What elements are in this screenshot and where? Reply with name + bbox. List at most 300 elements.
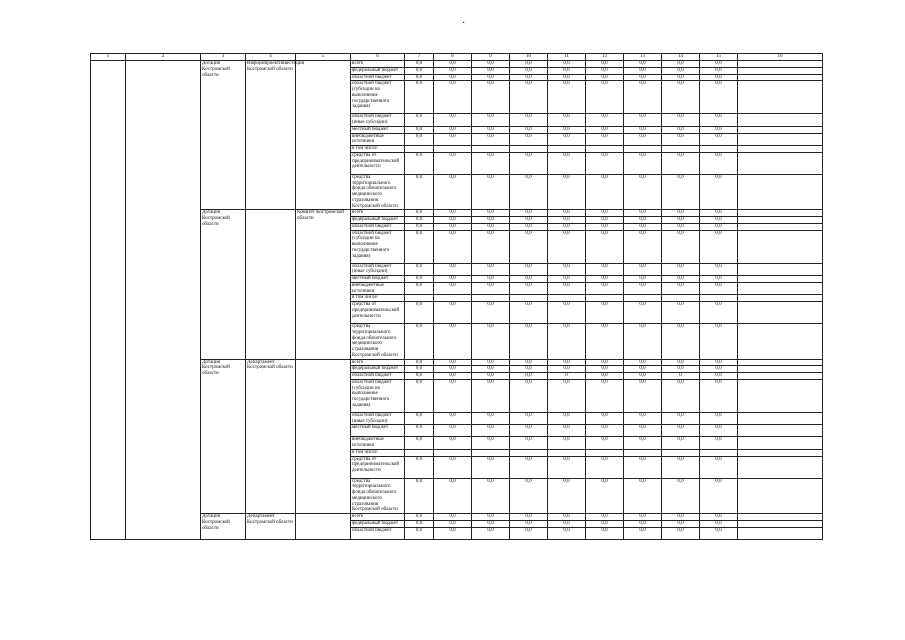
value-cell: 0,0 [548,456,586,478]
header-cell: 1 [91,54,126,61]
value-cell: 0,0 [586,263,624,276]
value-cell: 0,0 [548,324,586,360]
value-cell: 0,0 [434,152,472,174]
funding-source-label: средства от предпринимательской деятельности [351,302,405,324]
value-cell: 0,0 [472,425,510,437]
value-cell: 0,0 [405,527,434,539]
value-cell: 0,0 [700,217,738,224]
value-cell: 0,0 [586,276,624,283]
value-cell: 0,0 [624,210,662,217]
value-cell: 0,0 [434,373,472,380]
value-cell: 0,0 [510,359,548,366]
value-cell: 0,0 [624,174,662,210]
header-cell: 16 [738,54,823,61]
value-cell: 0,0 [700,478,738,514]
col16-cell [738,114,823,127]
value-cell: 0,0 [405,210,434,217]
value-cell: 0,0 [510,126,548,133]
value-cell: 0,0 [548,114,586,127]
value-cell: 0,0 [472,217,510,224]
col16-cell [738,67,823,74]
value-cell: 0,0 [586,478,624,514]
value-cell: 0,0 [472,263,510,276]
value-cell: 0,0 [434,359,472,366]
group-col4 [246,210,296,359]
col16-cell [738,527,823,539]
value-cell: 0,0 [586,230,624,263]
value-cell: 0,0 [405,263,434,276]
value-cell: 0,0 [586,217,624,224]
value-cell: 0 [548,373,586,380]
value-cell: 0,0 [662,302,700,324]
value-cell: 0,0 [624,373,662,380]
value-cell: 0,0 [405,412,434,425]
value-cell: 0,0 [472,114,510,127]
value-cell: 0,0 [548,359,586,366]
value-cell: 0,0 [624,527,662,539]
value-cell: 0,0 [586,114,624,127]
value-cell: 0,0 [405,425,434,437]
value-cell: 0,0 [405,359,434,366]
value-cell: 0,0 [662,527,700,539]
value-cell: 0,0 [700,61,738,68]
value-cell: 0,0 [434,81,472,114]
value-cell: 0,0 [472,520,510,527]
value-cell: 0,0 [548,133,586,146]
value-cell: 0,0 [472,74,510,81]
header-cell: 8 [434,54,472,61]
col16-cell [738,425,823,437]
value-cell: 0,0 [662,217,700,224]
value-cell: 0,0 [510,412,548,425]
value-cell: 0,0 [624,263,662,276]
funding-source-label: всего [351,359,405,366]
value-cell: 0,0 [405,174,434,210]
funding-source-label: областной бюджет (субсидии на выполнение государственного задания) [351,230,405,263]
value-cell: 0,0 [472,302,510,324]
funding-source-label: в том числе: [351,449,405,456]
value-cell: 0,0 [662,359,700,366]
value-cell [700,449,738,456]
header-cell: 2 [126,54,201,61]
value-cell [548,449,586,456]
group-col4: Департамент Костромской области [246,514,296,540]
value-cell: 0,0 [472,456,510,478]
value-cell: 0,0 [548,263,586,276]
funding-source-label: областной бюджет (иные субсидии) [351,263,405,276]
col16-cell [738,456,823,478]
value-cell: 0,0 [434,514,472,521]
value-cell: 0,0 [624,456,662,478]
value-cell: 0,0 [405,437,434,450]
value-cell: 0,0 [548,478,586,514]
value-cell: 0,0 [405,478,434,514]
value-cell: 0,0 [472,223,510,230]
value-cell: 0,0 [662,366,700,373]
value-cell: 0,0 [700,133,738,146]
value-cell [662,295,700,302]
value-cell: 0,0 [510,152,548,174]
value-cell [624,146,662,153]
value-cell: 0,0 [624,437,662,450]
value-cell: 0,0 [472,152,510,174]
value-cell: 0,0 [624,302,662,324]
value-cell: 0,0 [662,210,700,217]
value-cell: 0,0 [510,263,548,276]
value-cell: 0,0 [548,527,586,539]
value-cell: 0,0 [662,324,700,360]
value-cell: 0,0 [548,366,586,373]
value-cell: 0,0 [662,114,700,127]
value-cell: 0,0 [472,324,510,360]
value-cell: 0,0 [662,263,700,276]
value-cell: 0,0 [510,230,548,263]
funding-source-label: внебюджетные источники [351,437,405,450]
header-cell: 6 [351,54,405,61]
value-cell: 0,0 [548,61,586,68]
value-cell [510,295,548,302]
table-row [91,210,823,217]
value-cell: 0,0 [510,478,548,514]
col16-cell [738,359,823,366]
value-cell: 0,0 [700,114,738,127]
col16-cell [738,276,823,283]
value-cell: 0,0 [472,514,510,521]
funding-source-label: всего [351,61,405,68]
funding-source-label: средства территориального фонда обязательного медицинского страхования Костромской области [351,174,405,210]
value-cell: 0,0 [586,81,624,114]
value-cell [472,295,510,302]
value-cell: 0,0 [472,67,510,74]
funding-source-label: областной бюджет [351,74,405,81]
group-col3: Дотация Костромской области [201,359,246,514]
value-cell: 0,0 [700,223,738,230]
value-cell: 0,0 [662,74,700,81]
value-cell: 0,0 [662,282,700,295]
value-cell: 0,0 [700,527,738,539]
col16-cell [738,61,823,68]
col16-cell [738,302,823,324]
col16-cell [738,230,823,263]
funding-source-label: всего [351,210,405,217]
value-cell: 0,0 [700,230,738,263]
value-cell: 0,0 [548,67,586,74]
value-cell: 0,0 [586,456,624,478]
header-cell: 14 [662,54,700,61]
value-cell: 0,0 [624,324,662,360]
value-cell: 0,0 [700,302,738,324]
value-cell: 0,0 [548,520,586,527]
value-cell: 0,0 [434,324,472,360]
value-cell: 0,0 [586,359,624,366]
col16-cell [738,324,823,360]
value-cell: 0,0 [510,133,548,146]
value-cell: 0,0 [434,302,472,324]
value-cell: 0,0 [586,152,624,174]
col16-cell [738,520,823,527]
value-cell: 0,0 [700,74,738,81]
value-cell: 0,0 [434,478,472,514]
col16-cell [738,295,823,302]
funding-source-label: местный бюджет [351,276,405,283]
value-cell: 0,0 [586,210,624,217]
value-cell: 0,0 [510,282,548,295]
value-cell: 0,0 [472,373,510,380]
value-cell: 0,0 [548,81,586,114]
value-cell: 0,0 [510,174,548,210]
col16-cell [738,210,823,217]
header-cell: 3 [201,54,246,61]
value-cell: 0,0 [548,217,586,224]
group-col4: Информпроектинвестиции Костромской области [246,61,296,210]
value-cell: 0,0 [662,81,700,114]
value-cell [472,449,510,456]
value-cell: 0,0 [624,230,662,263]
value-cell: 0,0 [434,210,472,217]
col16-cell [738,217,823,224]
header-cell: 11 [548,54,586,61]
value-cell: 0,0 [434,217,472,224]
value-cell: 0,0 [586,425,624,437]
value-cell: 0,0 [624,276,662,283]
value-cell: 0,0 [586,366,624,373]
value-cell: 0,0 [548,74,586,81]
funding-source-label: областной бюджет [351,527,405,539]
funding-source-label: внебюджетные источники [351,282,405,295]
value-cell [700,295,738,302]
value-cell: 0,0 [434,114,472,127]
value-cell: 0,0 [624,81,662,114]
value-cell: 0,0 [405,456,434,478]
value-cell [510,449,548,456]
value-cell: 0,0 [700,456,738,478]
value-cell: 0,0 [472,174,510,210]
value-cell: 0,0 [405,67,434,74]
value-cell: 0,0 [510,276,548,283]
col1-blank [91,61,126,540]
value-cell: 0,0 [548,230,586,263]
value-cell: 0,0 [586,324,624,360]
table-row [91,514,823,521]
value-cell: 0,0 [434,263,472,276]
value-cell: 0,0 [405,282,434,295]
value-cell: 0,0 [586,373,624,380]
col16-cell [738,263,823,276]
col16-cell [738,74,823,81]
value-cell: 0,0 [548,412,586,425]
value-cell: 0,0 [662,230,700,263]
header-cell: 4 [246,54,296,61]
value-cell: 0,0 [624,61,662,68]
col16-cell [738,478,823,514]
funding-source-label: местный бюджет [351,126,405,133]
header-cell: 13 [624,54,662,61]
value-cell: 0,0 [405,81,434,114]
value-cell: 0,0 [662,126,700,133]
value-cell: 0,0 [624,366,662,373]
table-row [91,359,823,366]
value-cell [548,295,586,302]
col16-cell [738,412,823,425]
col16-cell [738,174,823,210]
page-mark: · [462,18,466,29]
value-cell [510,146,548,153]
value-cell: 0,0 [586,520,624,527]
value-cell: 0,0 [434,174,472,210]
value-cell: 0,0 [700,412,738,425]
header-row [91,54,823,61]
value-cell: 0,0 [434,425,472,437]
value-cell: 0,0 [472,81,510,114]
value-cell: 0,0 [434,437,472,450]
header-cell: 12 [586,54,624,61]
value-cell: 0,0 [472,282,510,295]
col16-cell [738,449,823,456]
value-cell: 0,0 [510,425,548,437]
value-cell [434,449,472,456]
value-cell: 0,0 [624,152,662,174]
col16-cell [738,373,823,380]
value-cell: 0,0 [700,67,738,74]
value-cell: 0,0 [548,379,586,412]
value-cell: 0,0 [434,456,472,478]
value-cell: 0,0 [405,152,434,174]
value-cell: 0,0 [662,276,700,283]
value-cell: 0,0 [472,366,510,373]
value-cell: 0,0 [662,478,700,514]
value-cell: 0,0 [472,126,510,133]
value-cell: 0,0 [624,514,662,521]
value-cell: 0,0 [586,67,624,74]
value-cell: 0,0 [434,412,472,425]
value-cell [624,295,662,302]
value-cell: 0,0 [472,133,510,146]
value-cell: 0,0 [700,126,738,133]
value-cell [548,146,586,153]
value-cell: 0,0 [586,61,624,68]
value-cell: 0,0 [510,324,548,360]
value-cell [624,449,662,456]
funding-source-label: областной бюджет (иные субсидии) [351,114,405,127]
header-cell: 10 [510,54,548,61]
col2-blank [126,61,201,540]
value-cell: 0,0 [700,276,738,283]
value-cell: 0,0 [586,302,624,324]
value-cell: 0,0 [434,133,472,146]
value-cell: 0,0 [405,133,434,146]
value-cell: 0,0 [700,359,738,366]
budget-table [90,53,823,540]
value-cell: 0,0 [472,437,510,450]
group-col3: Дотация Костромской области [201,210,246,359]
value-cell: 0,0 [662,223,700,230]
value-cell: 0,0 [472,478,510,514]
value-cell: 0,0 [548,276,586,283]
value-cell: 0,0 [405,61,434,68]
col16-cell [738,81,823,114]
value-cell: 0,0 [700,282,738,295]
value-cell: 0,0 [624,126,662,133]
col16-cell [738,437,823,450]
value-cell: 0,0 [662,67,700,74]
value-cell: 0,0 [586,527,624,539]
value-cell: 0,0 [548,126,586,133]
value-cell: 0,0 [624,217,662,224]
value-cell [405,295,434,302]
group-col5 [296,359,351,514]
value-cell: 0,0 [700,210,738,217]
value-cell [405,449,434,456]
value-cell: 0,0 [662,174,700,210]
value-cell: 0,0 [405,520,434,527]
value-cell: 0,0 [434,61,472,68]
funding-source-label: средства от предпринимательской деятельности [351,152,405,174]
value-cell: 0,0 [700,437,738,450]
value-cell [662,146,700,153]
value-cell: 0,0 [624,425,662,437]
value-cell: 0,0 [472,379,510,412]
value-cell: 0,0 [548,174,586,210]
value-cell: 0,0 [700,514,738,521]
value-cell: 0,0 [510,74,548,81]
group-col3: Дотация Костромской области [201,514,246,540]
funding-source-label: областной бюджет (субсидии на выполнение государственного задания) [351,81,405,114]
value-cell: 0,0 [700,174,738,210]
group-col3: Дотация Костромской области [201,61,246,210]
value-cell: 0,0 [624,379,662,412]
value-cell: 0,0 [510,379,548,412]
col16-cell [738,223,823,230]
value-cell: 0,0 [662,379,700,412]
value-cell: 0,0 [405,230,434,263]
value-cell: 0,0 [700,263,738,276]
value-cell [434,146,472,153]
value-cell [586,295,624,302]
value-cell: 0,0 [510,527,548,539]
value-cell: 0,0 [624,114,662,127]
group-col5 [296,514,351,540]
funding-source-label: внебюджетные источники [351,133,405,146]
value-cell: 0,0 [472,61,510,68]
group-col5: Комитет Костромской области [296,210,351,359]
header-cell: 9 [472,54,510,61]
value-cell: 0,0 [434,223,472,230]
value-cell: 0,0 [472,359,510,366]
funding-source-label: средства территориального фонда обязательного медицинского страхования Костромской области [351,478,405,514]
header-cell: 15 [700,54,738,61]
value-cell: 0,0 [662,520,700,527]
value-cell: 0,0 [510,210,548,217]
value-cell: 0,0 [405,114,434,127]
value-cell: 0,0 [624,412,662,425]
value-cell: 0,0 [434,379,472,412]
value-cell: 0,0 [472,210,510,217]
value-cell: 0,0 [510,366,548,373]
value-cell: 0 [662,373,700,380]
col16-cell [738,152,823,174]
value-cell: 0,0 [434,366,472,373]
value-cell [405,146,434,153]
value-cell: 0,0 [700,520,738,527]
value-cell: 0,0 [662,514,700,521]
col16-cell [738,366,823,373]
value-cell: 0,0 [548,302,586,324]
value-cell: 0,0 [586,379,624,412]
value-cell: 0,0 [548,282,586,295]
value-cell: 0,0 [472,412,510,425]
value-cell: 0,0 [662,456,700,478]
funding-source-label: в том числе: [351,146,405,153]
